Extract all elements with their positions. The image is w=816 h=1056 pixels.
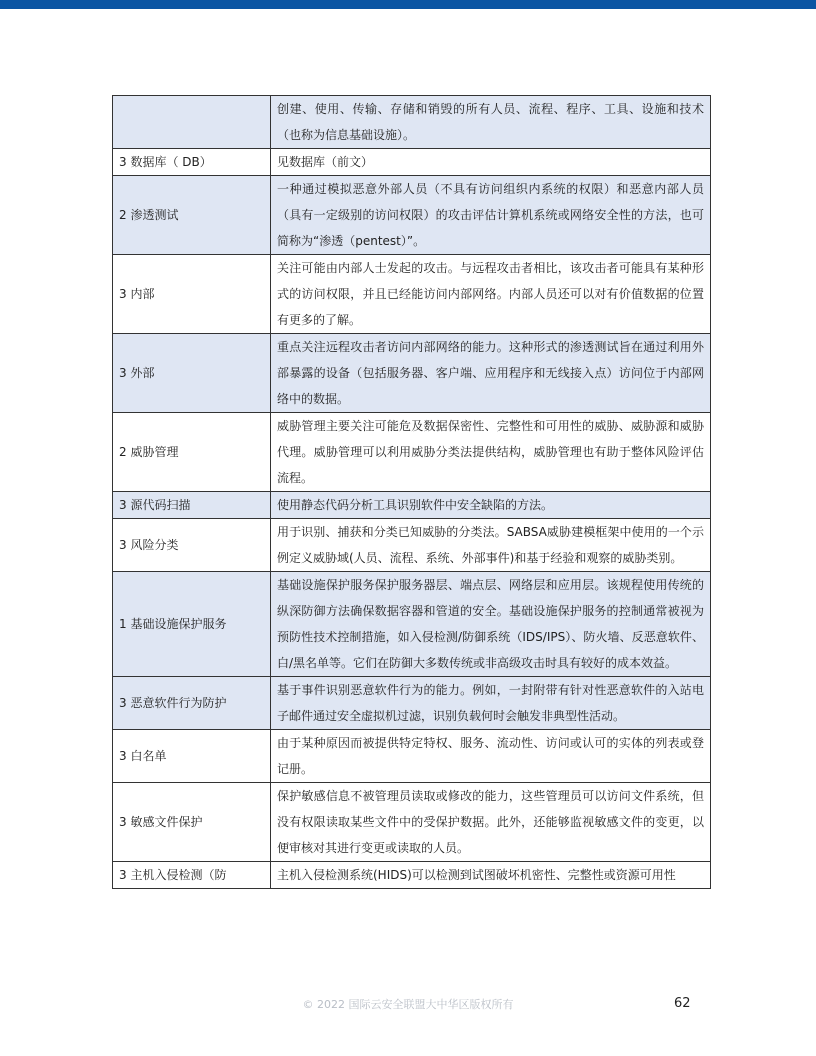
page-number: 62 [674, 996, 691, 1011]
table-row [113, 783, 711, 862]
term-cell: 3 恶意软件行为防护 [113, 677, 271, 730]
table-row [113, 492, 711, 519]
definition-cell: 威胁管理主要关注可能危及数据保密性、完整性和可用性的威胁、威胁源和威胁代理。威胁管理可以利用威胁分类法提供结构，威胁管理也有助于整体风险评估流程。 [271, 413, 711, 492]
table-row [113, 730, 711, 783]
table-row [113, 862, 711, 889]
term-cell: 3 外部 [113, 334, 271, 413]
term-cell: 3 敏感文件保护 [113, 783, 271, 862]
term-cell [113, 96, 271, 149]
term-cell: 3 主机入侵检测（防 [113, 862, 271, 889]
definition-cell: 用于识别、捕获和分类已知威胁的分类法。SABSA威胁建模框架中使用的一个示例定义威胁域(人员、流程、系统、外部事件)和基于经验和观察的威胁类别。 [271, 519, 711, 572]
definition-cell: 创建、使用、传输、存储和销毁的所有人员、流程、程序、工具、设施和技术（也称为信息基础设施）。 [271, 96, 711, 149]
table-row [113, 677, 711, 730]
table-row [113, 519, 711, 572]
term-cell: 3 数据库（ DB） [113, 149, 271, 176]
definition-cell: 关注可能由内部人士发起的攻击。与远程攻击者相比，该攻击者可能具有某种形式的访问权限，并且已经能访问内部网络。内部人员还可以对有价值数据的位置有更多的了解。 [271, 255, 711, 334]
definition-cell: 由于某种原因而被提供特定特权、服务、流动性、访问或认可的实体的列表或登记册。 [271, 730, 711, 783]
footer-copyright: © 2022 国际云安全联盟大中华区版权所有 [302, 998, 514, 1011]
table-row [113, 255, 711, 334]
definition-cell: 基础设施保护服务保护服务器层、端点层、网络层和应用层。该规程使用传统的纵深防御方法确保数据容器和管道的安全。基础设施保护服务的控制通常被视为预防性技术控制措施，如入侵检测/防御系统（IDS/IPS）、防火墙、反恶意软件、白/黑名单等。它们在防御大多数传统或非高级攻击时具有较好的成本效益。 [271, 572, 711, 677]
header-accent-bar [0, 0, 816, 9]
glossary-table [112, 95, 711, 889]
table-row [113, 572, 711, 677]
term-cell: 3 源代码扫描 [113, 492, 271, 519]
definition-cell: 基于事件识别恶意软件行为的能力。例如，一封附带有针对性恶意软件的入站电子邮件通过安全虚拟机过滤，识别负载何时会触发非典型性活动。 [271, 677, 711, 730]
term-cell: 3 内部 [113, 255, 271, 334]
term-cell: 1 基础设施保护服务 [113, 572, 271, 677]
definition-cell: 见数据库（前文） [271, 149, 711, 176]
table-row [113, 176, 711, 255]
definition-cell: 保护敏感信息不被管理员读取或修改的能力，这些管理员可以访问文件系统，但没有权限读取某些文件中的受保护数据。此外，还能够监视敏感文件的变更，以便审核对其进行变更或读取的人员。 [271, 783, 711, 862]
definition-cell: 重点关注远程攻击者访问内部网络的能力。这种形式的渗透测试旨在通过利用外部暴露的设备（包括服务器、客户端、应用程序和无线接入点）访问位于内部网络中的数据。 [271, 334, 711, 413]
table-row [113, 334, 711, 413]
term-cell: 2 渗透测试 [113, 176, 271, 255]
definition-cell: 使用静态代码分析工具识别软件中安全缺陷的方法。 [271, 492, 711, 519]
table-row [113, 149, 711, 176]
definition-cell: 一种通过模拟恶意外部人员（不具有访问组织内系统的权限）和恶意内部人员（具有一定级别的访问权限）的攻击评估计算机系统或网络安全性的方法，也可简称为“渗透（pentest）”。 [271, 176, 711, 255]
term-cell: 3 风险分类 [113, 519, 271, 572]
table-row [113, 413, 711, 492]
term-cell: 3 白名单 [113, 730, 271, 783]
table-row [113, 96, 711, 149]
definition-cell: 主机入侵检测系统(HIDS)可以检测到试图破坏机密性、完整性或资源可用性 [271, 862, 711, 889]
term-cell: 2 威胁管理 [113, 413, 271, 492]
